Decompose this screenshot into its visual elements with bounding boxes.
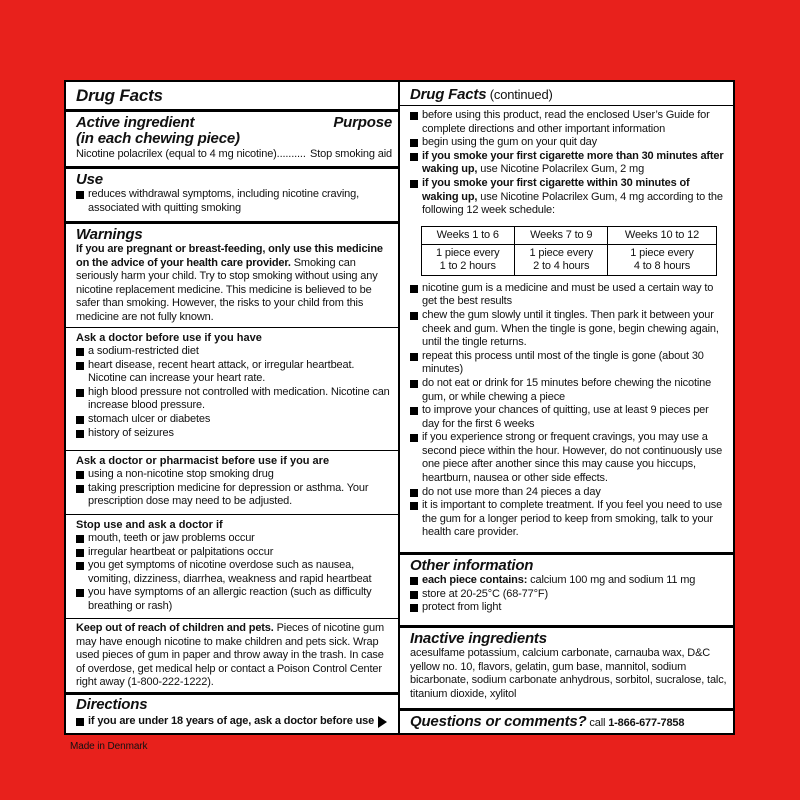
warnings-text: Smoking can seriously harm your child. Try to stop smoking without using any nicotine replacement medicine. This medicine is believed to be safer than smoking. However, the risks to your child from this medicine are not fully known. [76,256,378,323]
directions-list-a [410,109,727,150]
list-item: a sodium-restricted diet [76,345,392,359]
drug-facts-panel [64,80,735,735]
inactive-ingredients-section [400,625,733,701]
list-item: before using this product, read the enclosed User’s Guide for complete directions and other important information [410,109,727,136]
purpose-heading: Purpose [333,114,392,131]
list-item: you have symptoms of an allergic reaction (such as difficulty breathing or rash) [76,586,392,613]
table-cell-line: 1 piece every [436,246,500,259]
directions-section [66,692,398,729]
ask-doctor-section [66,327,398,440]
list-item: heart disease, recent heart attack, or irregular heartbeat. Nicotine can increase your heart rate. [76,359,392,386]
list-item: chew the gum slowly until it tingles. Then park it between your cheek and gum. When the tingle is gone, begin chewing again, until the tingle returns. [410,309,727,350]
ask-doctor-list [76,345,392,440]
keep-out-text: Pieces of nicotine gum may have enough nicotine to make children and pets sick. Wrap used pieces of gum in paper and throw away in the trash. In case of overdose, get medical help or contact a Poison Control Center right away (1-800-222-1222). [76,622,384,689]
warnings-paragraph [76,243,392,325]
list-item: do not eat or drink for 15 minutes before chewing the nicotine gum, or while chewing a piece [410,377,727,404]
table-cell [608,244,716,275]
warnings-section [66,221,398,325]
list-item [410,150,727,177]
continued-title-section [400,86,733,103]
keep-out-bold: Keep out of reach of children and pets. [76,622,274,634]
list-item [410,574,727,588]
schedule-table-wrapper [410,226,727,276]
table-cell-line: 1 piece every [529,246,593,259]
directions-heading: Directions [76,696,148,713]
ask-doctor-heading: Ask a doctor before use if you have [76,332,262,344]
ingredient-name: Nicotine polacrilex (equal to 4 mg nicotine).......... [76,148,306,160]
list-item: if you experience strong or frequent cravings, you may use a second piece within the hour. However, do not continuously use one piece after another since this may cause you hiccups, heartburn, nausea or other side effects. [410,431,727,485]
questions-text: call [586,717,609,729]
inactive-ingredients-heading: Inactive ingredients [410,630,547,647]
list-item: to improve your chances of quitting, use at least 9 pieces per day for the first 6 weeks [410,404,727,431]
table-cell-line: 1 piece every [630,246,694,259]
stop-use-section [66,514,398,614]
list-item: reduces withdrawal symptoms, including nicotine craving, associated with quitting smoking [76,188,392,215]
item-within-bold: if you smoke your first cigarette within 30 minutes of waking up, [422,176,690,203]
list-item: protect from light [410,601,727,615]
ask-pharmacist-section [66,450,398,509]
item-within-text: use Nicotine Polacrilex Gum, 4 mg according to the following 12 week schedule: [422,190,723,217]
directions-continued-section [400,105,733,540]
other-item1-bold: each piece contains: [422,574,528,586]
active-ingredient-subheading: (in each chewing piece) [76,130,240,147]
list-item: you get symptoms of nicotine overdose such as nausea, vomiting, dizziness, diarrhea, weakness and rapid heartbeat [76,559,392,586]
use-list [76,188,392,215]
table-header-cell: Weeks 1 to 6 [421,226,514,244]
list-item: store at 20-25°C (68-77°F) [410,588,727,602]
questions-heading: Questions or comments? [410,713,587,730]
continued-title [410,86,727,103]
drug-facts-title-section [66,86,398,106]
left-column [66,82,400,733]
directions-list-smoke [410,150,727,218]
other-information-section [400,552,733,615]
use-heading: Use [76,171,103,188]
schedule-table [421,226,717,276]
keep-out-paragraph [76,622,392,690]
other-information-heading: Other information [410,557,534,574]
list-item: begin using the gum on your quit day [410,136,727,150]
list-item: using a non-nicotine stop smoking drug [76,468,392,482]
questions-line [410,713,727,731]
list-item: high blood pressure not controlled with medication. Nicotine can increase blood pressure. [76,386,392,413]
stop-use-list [76,532,392,614]
made-in-label: Made in Denmark [70,741,148,752]
table-row [421,244,716,275]
inactive-ingredients-text: acesulfame potassium, calcium carbonate, carnauba wax, D&C yellow no. 10, flavors, gelatin, gum base, mannitol, sodium bicarbonate, sodium carbonate anhydrous, sorbitol, sucralose, talc, titanium dioxide, xylitol [410,647,727,700]
table-cell [514,244,607,275]
continue-arrow-icon [378,716,387,728]
bullet-square-icon [76,718,84,726]
ingredient-purpose: Stop smoking aid [310,148,392,160]
directions-item: if you are under 18 years of age, ask a doctor before use [88,715,375,727]
list-item [410,177,727,218]
use-section [66,166,398,215]
table-header-cell: Weeks 10 to 12 [608,226,716,244]
warnings-heading: Warnings [76,226,143,243]
list-item: it is important to complete treatment. If you feel you need to use the gum for a longer period to keep from smoking, talk to your health care provider. [410,499,727,540]
stop-use-heading: Stop use and ask a doctor if [76,519,223,531]
list-item: irregular heartbeat or palpitations occur [76,546,392,560]
questions-section [400,708,733,731]
list-item: taking prescription medicine for depression or asthma. Your prescription dose may need to be adjusted. [76,482,392,509]
active-ingredient-heading: Active ingredient [76,114,195,131]
table-cell-line: 4 to 8 hours [633,259,691,272]
table-cell-line: 2 to 4 hours [533,259,590,272]
continued-title-suffix: (continued) [486,87,553,102]
list-item: history of seizures [76,427,392,441]
active-ingredient-section [66,109,398,162]
list-item: nicotine gum is a medicine and must be used a certain way to get the best results [410,282,727,309]
list-item: stomach ulcer or diabetes [76,413,392,427]
drug-facts-title: Drug Facts [76,86,163,105]
list-item: mouth, teeth or jaw problems occur [76,532,392,546]
ask-pharmacist-list [76,468,392,509]
other-item1-text: calcium 100 mg and sodium 11 mg [527,574,696,586]
table-row [421,226,716,244]
item-30min-bold: if you smoke your first cigarette more than 30 minutes after waking up, [422,149,724,176]
table-header-cell: Weeks 7 to 9 [514,226,607,244]
keep-out-section [66,618,398,690]
other-information-list [410,574,727,615]
table-cell-line: 1 to 2 hours [439,259,496,272]
table-cell [421,244,514,275]
directions-list-b [410,282,727,540]
list-item: do not use more than 24 pieces a day [410,486,727,500]
item-30min-text: use Nicotine Polacrilex Gum, 2 mg [477,163,645,176]
right-column [400,82,733,733]
list-item: repeat this process until most of the tingle is gone (about 30 minutes) [410,350,727,377]
warnings-bold: If you are pregnant or breast-feeding, only use this medicine on the advice of your health care provider. [76,243,383,269]
questions-phone: 1-866-677-7858 [608,717,685,729]
continued-title-main: Drug Facts [410,86,487,103]
ask-pharmacist-heading: Ask a doctor or pharmacist before use if you are [76,455,330,467]
